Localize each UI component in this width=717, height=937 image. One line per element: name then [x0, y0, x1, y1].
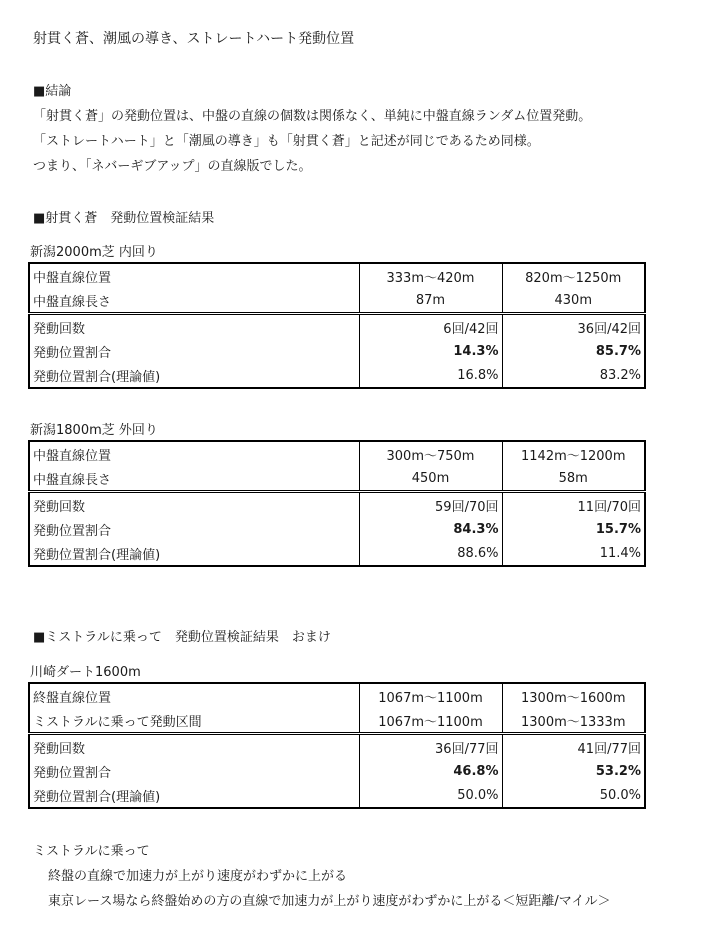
conclusion-heading: ■結論 [33, 84, 72, 99]
cell: 83.2% [502, 363, 645, 388]
cell: 36回/77回 [359, 734, 502, 760]
cell: 11回/70回 [502, 492, 645, 518]
cell: 430m [502, 288, 645, 314]
row-label: 中盤直線位置 [33, 270, 112, 286]
table-row [29, 339, 645, 363]
mistral-line-1: 終盤の直線で加速力が上がり速度がわずかに上がる [48, 869, 348, 884]
table-row [29, 783, 645, 808]
cell: 50.0% [359, 783, 502, 808]
table-row [29, 708, 645, 734]
cell: 36回/42回 [502, 314, 645, 340]
cell: 11.4% [502, 541, 645, 566]
row-label: ミストラルに乗って発動区間 [33, 714, 202, 730]
table3 [28, 682, 646, 809]
mistral-heading: ミストラルに乗って [33, 844, 150, 859]
row-label: 中盤直線位置 [33, 448, 112, 464]
cell: 14.3% [359, 339, 502, 363]
cell: 53.2% [502, 759, 645, 783]
row-label: 発動回数 [29, 314, 359, 340]
table2 [28, 440, 646, 567]
row-label: 発動回数 [29, 492, 359, 518]
table-row [29, 517, 645, 541]
row-label: 発動位置割合 [33, 345, 112, 361]
row-label: 発動回数 [29, 734, 359, 760]
cell: 41回/77回 [502, 734, 645, 760]
row-label: 発動位置割合(理論値) [33, 789, 161, 805]
cell: 84.3% [359, 517, 502, 541]
table-row [29, 734, 645, 760]
cell: 58m [502, 466, 645, 492]
cell: 15.7% [502, 517, 645, 541]
table-row [29, 759, 645, 783]
row-label: 終盤直線位置 [33, 690, 112, 706]
section2-heading: ■ミストラルに乗って 発動位置検証結果 おまけ [33, 630, 331, 645]
cell: 333m～420m [359, 263, 502, 288]
mistral-line-2: 東京レース場なら終盤始めの方の直線で加速力が上がり速度がわずかに上がる＜短距離/マイル＞ [48, 894, 611, 909]
page-title: 射貫く蒼、潮風の導き、ストレートハート発動位置 [33, 31, 355, 47]
cell: 50.0% [502, 783, 645, 808]
table-row [29, 314, 645, 340]
cell: 59回/70回 [359, 492, 502, 518]
table-row [29, 541, 645, 566]
cell: 46.8% [359, 759, 502, 783]
table-row [29, 492, 645, 518]
table-row [29, 466, 645, 492]
table-row [29, 263, 645, 288]
row-label: 発動位置割合 [33, 765, 112, 781]
cell: 87m [359, 288, 502, 314]
table1-caption: 新潟2000m芝 内回り [30, 245, 158, 260]
row-label: 発動位置割合 [33, 523, 112, 539]
cell: 1067m～1100m [359, 683, 502, 708]
cell: 16.8% [359, 363, 502, 388]
conclusion-line-2: 「ストレートハート」と「潮風の導き」も「射貫く蒼」と記述が同じであるため同様。 [33, 134, 540, 149]
cell: 820m～1250m [502, 263, 645, 288]
table-row [29, 683, 645, 708]
cell: 85.7% [502, 339, 645, 363]
cell: 1067m～1100m [359, 708, 502, 734]
cell: 1300m～1600m [502, 683, 645, 708]
row-label: 発動位置割合(理論値) [33, 547, 161, 563]
row-label: 中盤直線長さ [33, 294, 112, 310]
row-label: 中盤直線長さ [33, 472, 112, 488]
row-label: 発動位置割合(理論値) [33, 369, 161, 385]
table-row [29, 441, 645, 466]
cell: 88.6% [359, 541, 502, 566]
conclusion-line-1: 「射貫く蒼」の発動位置は、中盤の直線の個数は関係なく、単純に中盤直線ランダム位置発動。 [33, 109, 592, 124]
conclusion-line-3: つまり、「ネバーギブアップ」の直線版でした。 [33, 159, 312, 174]
cell: 450m [359, 466, 502, 492]
table1 [28, 262, 646, 389]
table3-caption: 川崎ダート1600m [30, 665, 141, 680]
cell: 300m～750m [359, 441, 502, 466]
cell: 6回/42回 [359, 314, 502, 340]
section1-heading: ■射貫く蒼 発動位置検証結果 [33, 211, 215, 226]
table-row [29, 288, 645, 314]
cell: 1142m～1200m [502, 441, 645, 466]
table-row [29, 363, 645, 388]
cell: 1300m～1333m [502, 708, 645, 734]
table2-caption: 新潟1800m芝 外回り [30, 423, 158, 438]
